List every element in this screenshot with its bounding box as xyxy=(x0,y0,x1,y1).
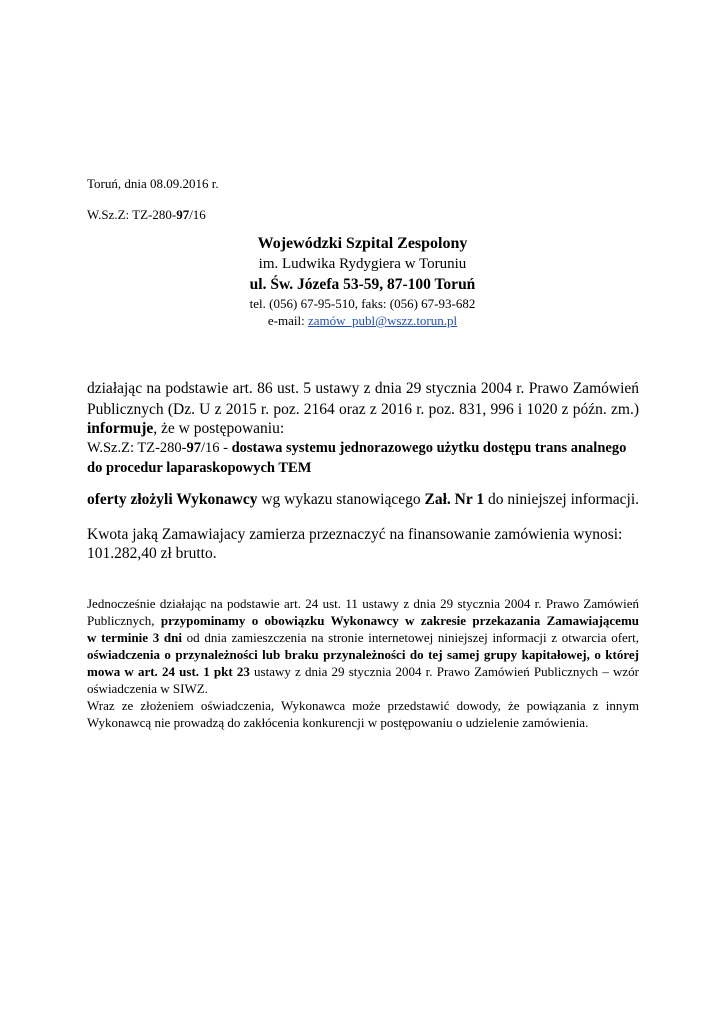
institution-email: e-mail: zamów_publ@wszz.torun.pl xyxy=(267,313,458,328)
amount-line-1: Kwota jaką Zamawiajacy zamierza przeznaczyć na finansowanie zamówienia wynosi: xyxy=(87,526,623,543)
intro-line-2: Publicznych (Dz. U z 2015 r. poz. 2164 oraz z 2016 r. poz. 831, 996 i 1020 z późn. zm.) xyxy=(87,401,639,418)
institution-address: ul. Św. Józefa 53-59, 87-100 Toruń xyxy=(249,276,476,293)
notice-line-4: oświadczenia o przynależności lub braku przynależności do tej samej grupy kapitałowej, o której xyxy=(87,647,639,662)
notice-line-7: Wraz ze złożeniem oświadczenia, Wykonawca może przedstawić dowody, że powiązania z innym xyxy=(87,698,639,713)
institution-phone-fax: tel. (056) 67-95-510, faks: (056) 67-93-682 xyxy=(249,296,476,311)
procurement-subject: W.Sz.Z: TZ-280-97/16 - dostawa systemu jednorazowego użytku dostępu trans analnego xyxy=(87,440,627,456)
reference-number: W.Sz.Z: TZ-280-97/16 xyxy=(87,207,206,222)
notice-line-6: oświadczenia w SIWZ. xyxy=(87,681,208,696)
intro-line-1: działając na podstawie art. 86 ust. 5 ustawy z dnia 29 stycznia 2004 r. Prawo Zamówień xyxy=(87,380,639,397)
email-link[interactable]: zamów_publ@wszz.torun.pl xyxy=(307,313,458,328)
offers-statement: oferty złożyli Wykonawcy wg wykazu stanowiącego Zał. Nr 1 do niniejszej informacji. xyxy=(87,491,640,508)
notice-line-3: w terminie 3 dni od dnia zamieszczenia na stronie internetowej niniejszej informacji z otwarcia ofert, xyxy=(87,630,639,645)
notice-line-5: mowa w art. 24 ust. 1 pkt 23 ustawy z dnia 29 stycznia 2004 r. Prawo Zamówień Publicznych – wzór xyxy=(87,664,639,679)
notice-line-2: Publicznych, przypominamy o obowiązku Wykonawcy w zakresie przekazania Zamawiającemu xyxy=(87,613,640,628)
intro-line-3: informuje, że w postępowaniu: xyxy=(87,420,285,437)
amount-line-2: 101.282,40 zł brutto. xyxy=(87,545,217,562)
institution-subtitle: im. Ludwika Rydygiera w Toruniu xyxy=(258,256,467,272)
procurement-subject-cont: do procedur laparaskopowych TEM xyxy=(87,460,312,476)
notice-line-1: Jednocześnie działając na podstawie art. 24 ust. 11 ustawy z dnia 29 stycznia 2004 r. Prawo Zamówień xyxy=(87,596,639,611)
notice-line-8: Wykonawcą nie prowadzą do zakłócenia konkurencji w postępowaniu o udzielenie zamówienia. xyxy=(87,715,589,730)
place-date: Toruń, dnia 08.09.2016 r. xyxy=(87,176,219,191)
institution-name: Wojewódzki Szpital Zespolony xyxy=(257,235,468,252)
